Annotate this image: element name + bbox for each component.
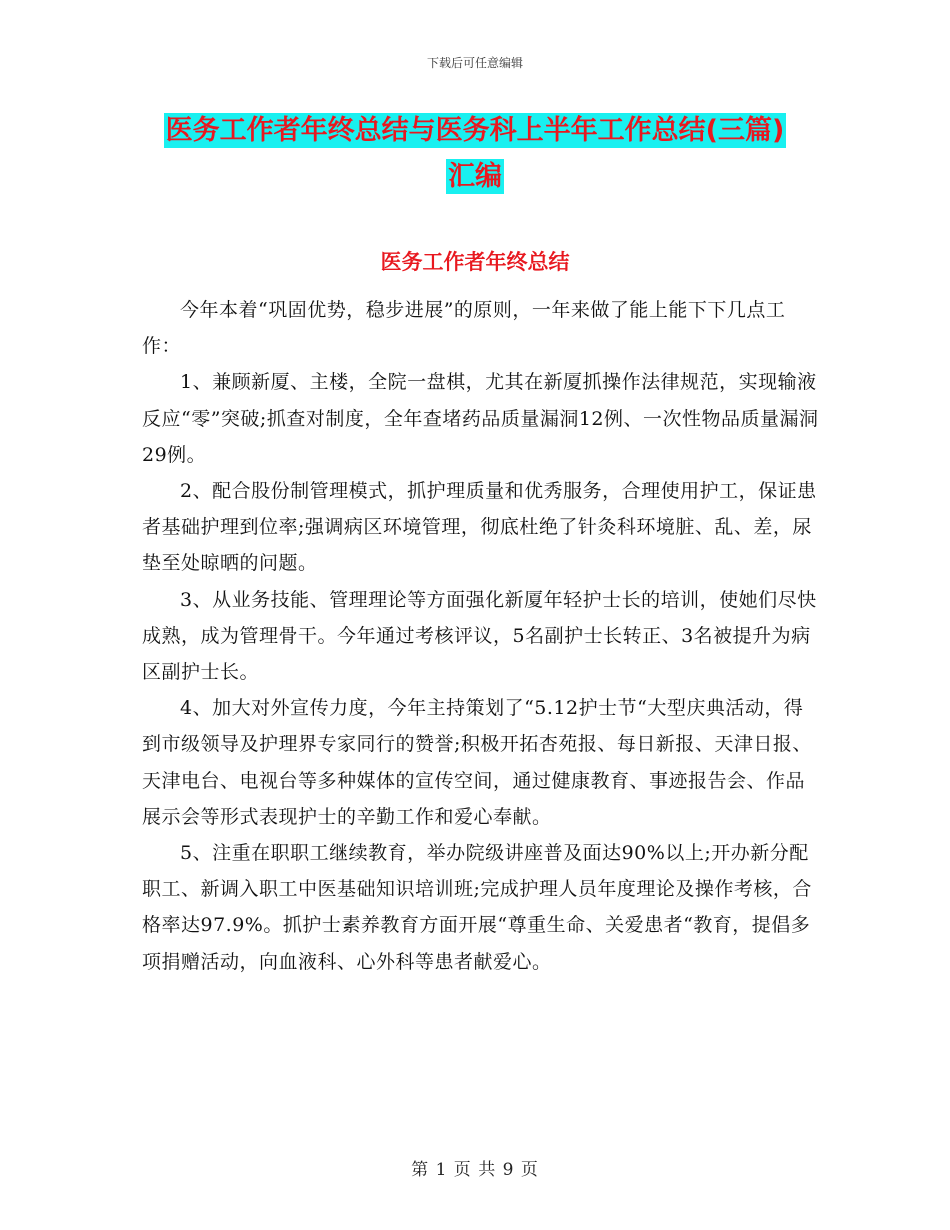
paragraph-item-5: 5、注重在职职工继续教育，举办院级讲座普及面达90%以上;开办新分配职工、新调入职工中医基础知识培训班;完成护理人员年度理论及操作考核，合格率达97.9%。抓护士素养教育方面开展“尊重生命、关爱患者“教育，提倡多项捐赠活动，向血液科、心外科等患者献爱心。 — [142, 842, 812, 973]
title-line-2: 汇编 — [448, 161, 502, 192]
paragraph-item-2: 2、配合股份制管理模式，抓护理质量和优秀服务，合理使用护工，保证患者基础护理到位率;强调病区环境管理，彻底杜绝了针灸科环境脏、乱、差，尿垫至处晾晒的问题。 — [142, 480, 817, 575]
paragraph-item-4: 4、加大对外宣传力度，今年主持策划了“5.12护士节“大型庆典活动，得到市级领导及护理界专家同行的赞誉;积极开拓杏苑报、每日新报、天津日报、天津电台、电视台等多种媒体的宣传空间，通过健康教育、事迹报告会、作品展示会等形式表现护士的辛勤工作和爱心奉献。 — [142, 697, 812, 828]
paragraph-intro: 今年本着“巩固优势，稳步进展”的原则，一年来做了能上能下下几点工作： — [142, 299, 786, 358]
page-footer: 第 1 页 共 9 页 — [411, 1160, 539, 1180]
paragraph-item-1: 1、兼顾新厦、主楼，全院一盘棋，尤其在新厦抓操作法律规范，实现输液反应“零”突破;抓查对制度，全年查堵药品质量漏洞12例、一次性物品质量漏洞29例。 — [142, 371, 819, 466]
title-line-1: 医务工作者年终总结与医务科上半年工作总结(三篇) — [165, 115, 785, 146]
section-title: 医务工作者年终总结 — [380, 250, 570, 274]
header-note: 下载后可任意编辑 — [426, 56, 523, 70]
document-title — [0, 108, 950, 200]
paragraph-item-3: 3、从业务技能、管理理论等方面强化新厦年轻护士长的培训，使她们尽快成熟，成为管理骨干。今年通过考核评议，5名副护士长转正、3名被提升为病区副护士长。 — [142, 588, 817, 684]
body-text — [142, 292, 822, 980]
